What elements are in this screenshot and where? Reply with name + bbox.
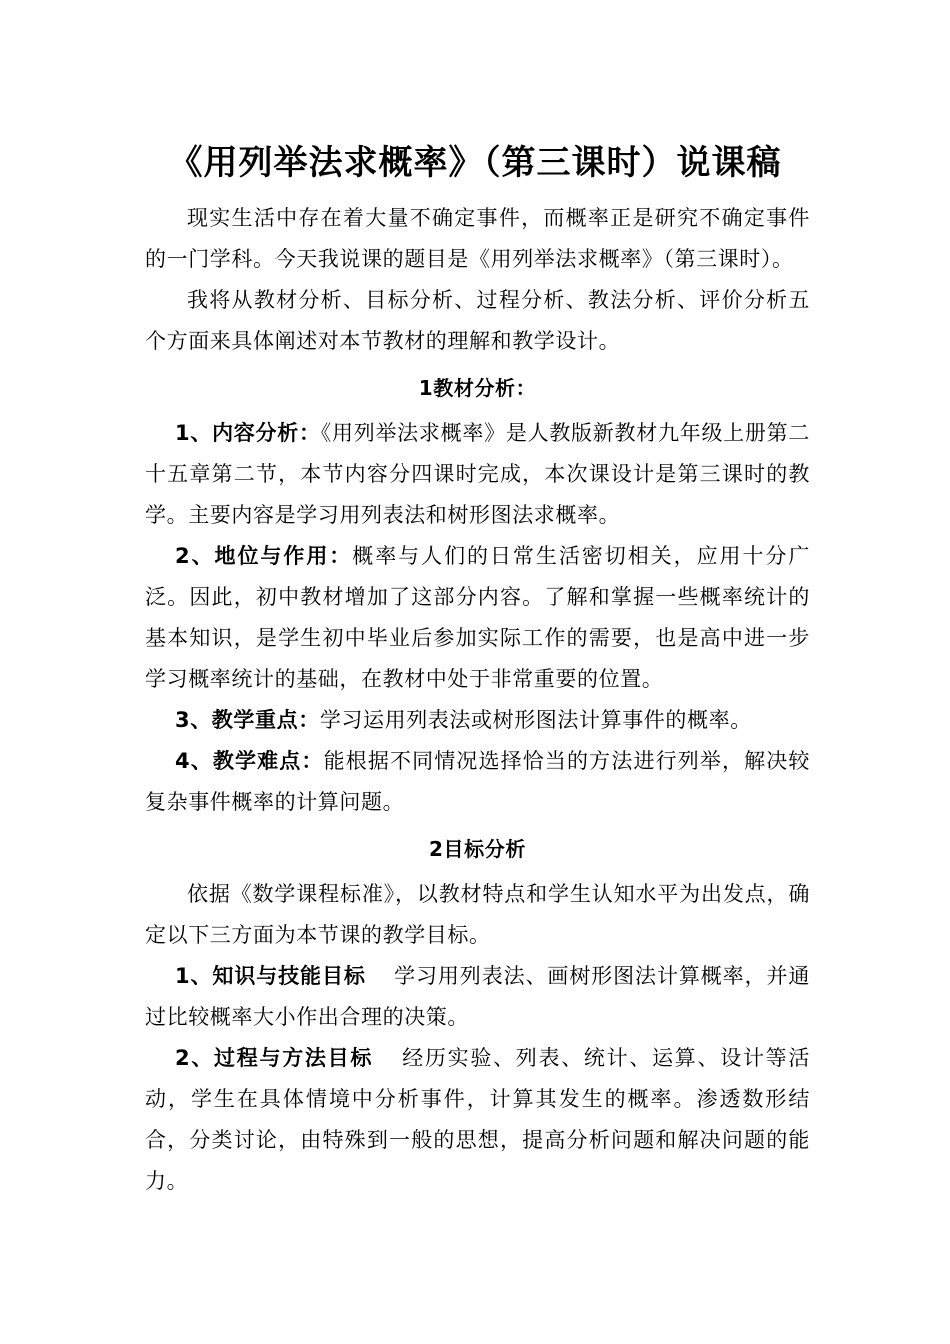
section-2-item-knowledge-skills — [145, 956, 810, 1038]
section-1-item-content-analysis — [145, 413, 810, 536]
item-text: 经历实验、列表、统计、运算、设计等活动，学生在具体情境中分析事件，计算其发生的概率。渗透数形结合，分类讨论，由特殊到一般的思想，提高分析问题和解决问题的能力。 — [145, 1046, 810, 1193]
item-label: 2、地位与作用： — [175, 544, 353, 568]
page-title: 《用列举法求概率》（第三课时）说课稿 — [168, 143, 782, 183]
section-1-item-status-role — [145, 536, 810, 700]
item-text: 《用列举法求概率》是人教版新教材九年级上册第二十五章第二节，本节内容分四课时完成，本次课设计是第三课时的教学。主要内容是学习用列表法和树形图法求概率。 — [145, 421, 810, 527]
item-label: 1、知识与技能目标 — [175, 964, 366, 988]
intro-paragraph-2: 我将从教材分析、目标分析、过程分析、教法分析、评价分析五个方面来具体阐述对本节教材的理解和教学设计。 — [145, 288, 810, 353]
section-1-heading: 1教材分析： — [418, 376, 537, 400]
section-1-item-difficulties — [145, 741, 810, 823]
item-text: 学习运用列表法或树形图法计算事件的概率。 — [319, 708, 752, 732]
section-1-item-key-points — [145, 700, 810, 741]
document-body — [145, 198, 810, 1202]
item-text: 概率与人们的日常生活密切相关，应用十分广泛。因此，初中教材增加了这部分内容。了解和掌握一些概率统计的基本知识，是学生初中毕业后参加实际工作的需要，也是高中进一步学习概率统计的基础，在教材中处于非常重要的位置。 — [145, 544, 810, 691]
section-2-item-process-method — [145, 1038, 810, 1202]
intro-paragraph-1: 现实生活中存在着大量不确定事件，而概率正是研究不确定事件的一门学科。今天我说课的题目是《用列举法求概率》（第三课时）。 — [145, 206, 810, 271]
item-label: 4、教学难点： — [175, 749, 324, 773]
section-2-heading: 2目标分析 — [429, 837, 526, 861]
item-label: 1、内容分析： — [175, 421, 321, 445]
section-2-intro: 依据《数学课程标准》，以教材特点和学生认知水平为出发点，确定以下三方面为本节课的教学目标。 — [145, 882, 810, 947]
item-label: 2、过程与方法目标 — [175, 1046, 374, 1070]
item-text: 能根据不同情况选择恰当的方法进行列举，解决较复杂事件概率的计算问题。 — [145, 749, 810, 814]
item-text: 学习用列表法、画树形图法计算概率，并通过比较概率大小作出合理的决策。 — [145, 964, 811, 1029]
item-label: 3、教学重点： — [175, 708, 320, 732]
